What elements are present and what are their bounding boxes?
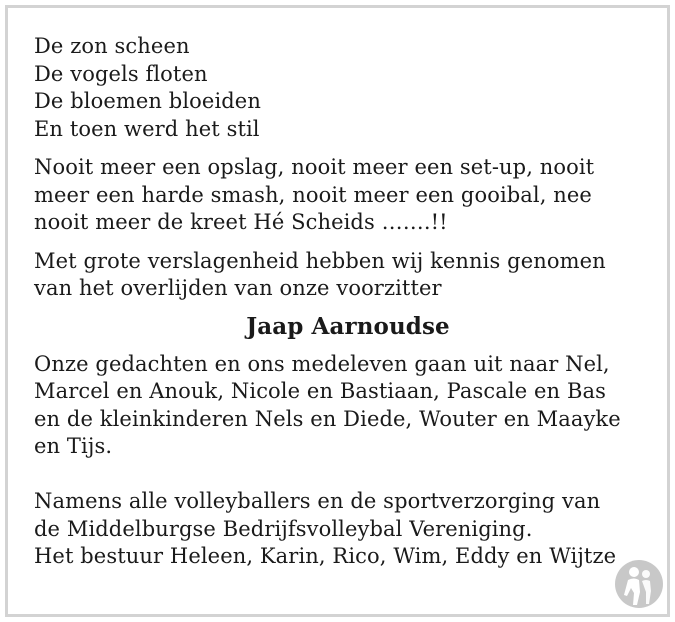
announcement-paragraph: [34, 248, 652, 303]
poem-line: De bloemen bloeiden: [34, 89, 261, 113]
signature-line: Het bestuur Heleen, Karin, Rico, Wim, Eddy en Wijtze: [34, 544, 617, 568]
paragraph-line: Met grote verslagenheid hebben wij kennis genomen: [34, 248, 606, 273]
signature-line: de Middelburgse Bedrijfsvolleybal Vereniging.: [34, 516, 533, 541]
volleyball-paragraph: [34, 154, 652, 237]
deceased-name: Jaap Aarnoudse: [246, 312, 450, 340]
paragraph-line: en Tijs.: [34, 434, 113, 458]
signature: [34, 488, 652, 571]
signature-line: Namens alle volleyballers en de sportverzorging van: [34, 489, 601, 513]
person-silhouette-logo-icon: [613, 558, 665, 610]
paragraph-line: van het overlijden van onze voorzitter: [34, 276, 442, 300]
condolence-paragraph: [34, 351, 652, 461]
paragraph-line: Onze gedachten en ons medeleven gaan uit naar Nel,: [34, 351, 610, 376]
poem-line: De vogels floten: [34, 61, 208, 86]
paragraph-line: Marcel en Anouk, Nicole en Bastiaan, Pascale en Bas: [34, 379, 606, 403]
paragraph-line: nooit meer de kreet Hé Scheids …….!!: [34, 210, 448, 234]
poem-line: De zon scheen: [34, 34, 190, 58]
obituary-frame: [5, 5, 670, 617]
paragraph-line: en de kleinkinderen Nels en Diede, Wouter en Maayke: [34, 406, 621, 431]
paragraph-line: Nooit meer een opslag, nooit meer een set-up, nooit: [34, 155, 595, 179]
obituary-content: [34, 33, 652, 571]
poem: [34, 33, 652, 143]
poem-line: En toen werd het stil: [34, 116, 260, 141]
paragraph-line: meer een harde smash, nooit meer een gooibal, nee: [34, 182, 592, 207]
